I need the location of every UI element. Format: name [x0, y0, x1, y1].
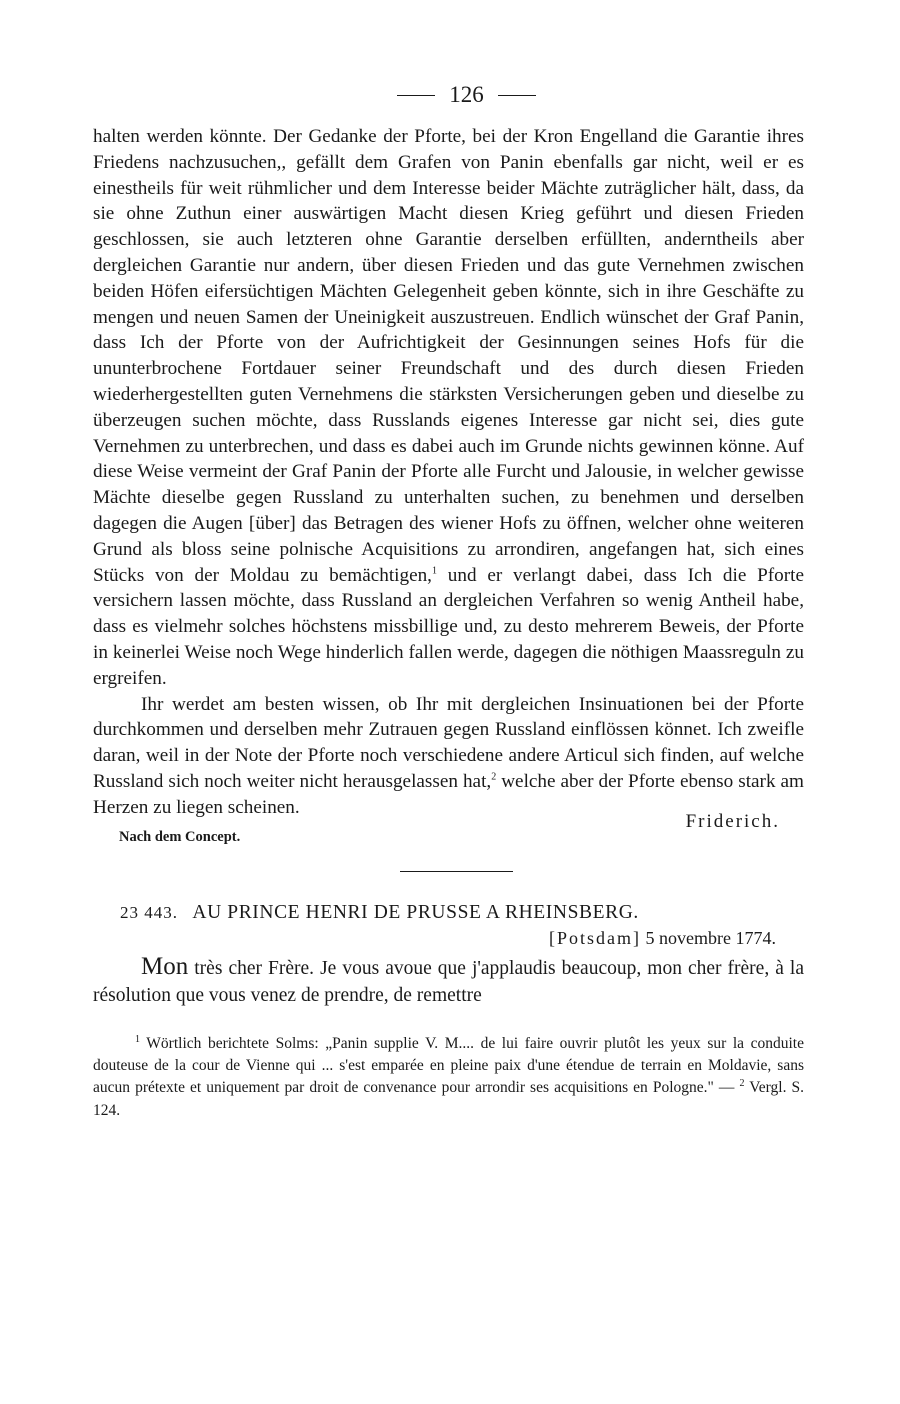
page-number: 126 — [449, 82, 484, 107]
footnote-ref-1: 1 — [431, 565, 437, 577]
letter-date: 5 novembre 1774. — [645, 927, 776, 948]
document-page — [93, 82, 804, 1122]
letter-first-word: Mon — [141, 952, 189, 980]
letter-dateline — [93, 928, 804, 949]
footnote-ref-2: 2 — [491, 771, 497, 783]
letter-heading — [93, 902, 804, 924]
letter-body — [93, 953, 804, 1009]
footnote-1-text: Wörtlich berichtete Solms: „Panin supplie V. M.... de lui faire ouvrir plutôt les yeux sur la conduite douteuse de la cour de Vienne qui ... s'est emparée en pleine paix d'une étendue de terrain en Moldavie, sans aucun prétexte et uniquement par droit de convenance pour arrondir ses acquisitions en Pologne." — — [93, 1034, 804, 1097]
footnote-2-text: Vergl. S. 124. — [93, 1079, 805, 1119]
body-paragraph-2 — [93, 692, 804, 821]
letter-title: AU PRINCE HENRI DE PRUSSE A RHEINSBERG. — [192, 901, 639, 923]
letter-paragraph — [93, 953, 804, 1009]
section-divider — [400, 871, 513, 872]
letter-number: 23 443. — [120, 902, 178, 922]
footnote-2-mark: 2 — [739, 1078, 745, 1090]
body-paragraph-1 — [93, 124, 804, 692]
source-note: Nach dem Concept. — [119, 828, 241, 845]
paragraph-2-text: Ihr werdet am besten wissen, ob Ihr mit dergleichen Insinuationen bei der Pforte durchkommen und derselben mehr Zutrauen gegen Russland einflössen könnet. Ich zweifle daran, weil in der Note der Pforte noch verschiedene andere Articul sich finden, auf welche Russland sich noch weiter nicht herausgelassen hat, — [93, 693, 804, 792]
footnote-1-mark: 1 — [135, 1033, 140, 1045]
signature-row — [93, 810, 804, 849]
paragraph-1-text: halten werden könnte. Der Gedanke der Pforte, bei der Kron Engelland die Garantie ihres Friedens nachzusuchen,, gefällt dem Grafen von Panin ebenfalls gar nicht, weil er es einestheils für weit rühmlicher und dem Interesse beider Mächte zuträglicher hält, dass, da sie ohne Zuthun einer auswärtigen Macht diesen Krieg geführt und diesen Frieden geschlossen, sie auch letzteren ohne Garantie derselben erfüllten, anderntheils aber dergleichen Garantie nur andern, über diesen Frieden und das gute Vernehmen zwischen beiden Höfen eifersüchtigen Mächten Gelegenheit geben könnte, sich in ihre Geschäfte zu mengen und neuen Samen der Uneinigkeit auszustreuen. Endlich wünschet der Graf Panin, dass Ich der Pforte von der Aufrichtigkeit der Gesinnungen seines Hofs für die ununterbrochene Fortdauer seiner Freundschaft und des durch diesen Frieden wiederhergestellten guten Vernehmens die stärksten Versicherungen geben und dieselbe zu überzeugen suchen möchte, dass Russlands eigenes Interesse gar nicht sei, dies gute Vernehmen zu unterbrechen, und dass es dabei auch im Grunde nichts gewinnen könne. Auf diese Weise vermeint der Graf Panin der Pforte alle Furcht und Jalousie, in welcher gewisse Mächte dieselbe gegen Russland zu unterhalten suchen, zu benehmen und derselben dagegen die Augen [über] das Betragen des wiener Hofs zu öffnen, welcher ohne weiteren Grund als bloss seine polnische Acquisitions zu arrondiren, angefangen hat, sich eines Stücks von der Moldau zu bemächtigen, — [93, 126, 804, 586]
letter-text: très cher Frère. Je vous avoue que j'applaudis beaucoup, mon cher frère, à la résolution que vous venez de prendre, de remettre — [93, 957, 804, 1006]
letter-place: [Potsdam] — [549, 927, 642, 948]
page-header — [129, 82, 804, 108]
paragraph-2-continuation: welche aber der Pforte ebenso stark am Herzen zu liegen scheinen. — [93, 770, 804, 818]
header-rule-right — [498, 95, 536, 96]
footnotes — [93, 1033, 804, 1123]
header-rule-left — [397, 95, 435, 96]
signature: Friderich. — [685, 810, 780, 832]
paragraph-1-continuation: und er verlangt dabei, dass Ich die Pforte versichern lassen möchte, dass Russland an dergleichen Verfahren so wenig Antheil habe, dass es vielmehr solches höchstens missbillige und, zu desto mehrerem Beweis, der Pforte in keinerlei Weise noch Wege hinderlich fallen werde, dagegen die nöthigen Maassreguln zu ergreifen. — [93, 564, 805, 689]
footnote-1 — [93, 1033, 804, 1123]
